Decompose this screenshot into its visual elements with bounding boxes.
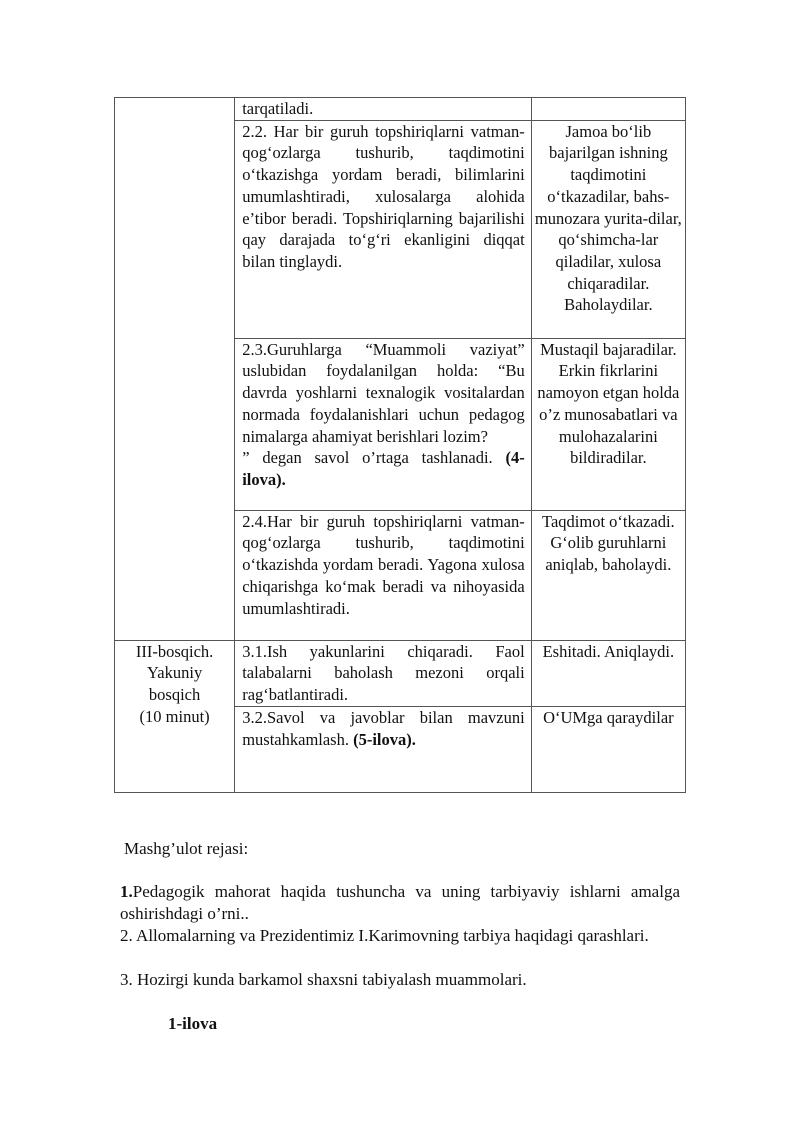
teacher-cell: 2.4.Har bir guruh topshiriqlarni vatman-qog‘ozlarga tushurib, taqdimotini o‘tkazishda yordam beradi. Yagona xulosa chiqarishga ko‘mak beradi va nihoyasida umumlashtiradi. bbox=[235, 510, 532, 640]
teacher-cell: 2.3.Guruhlarga “Muammoli vaziyat” uslubidan foydalanilgan holda: “Bu davrda yoshlarni texnalogik vositalardan normada foydalanishlari uchun pedagog nimalarga ahamiyat berishlari lozim? ” degan savol o’rtaga tashlanadi. (4-ilova). bbox=[235, 338, 532, 510]
plan-item-3: 3. Hozirgi kunda barkamol shaxsni tabiyalash muammolari. bbox=[120, 970, 527, 989]
teacher-cell: 3.1.Ish yakunlarini chiqaradi. Faol talabalarni baholash mezoni orqali rag‘batlantiradi. bbox=[235, 640, 532, 706]
plan-item-text: Pedagogik mahorat haqida tushuncha va uning tarbiyaviy ishlarni amalga oshirishdagi o’rni.. bbox=[120, 882, 680, 923]
appendix-ref: (5-ilova). bbox=[353, 729, 416, 749]
student-cell: O‘UMga qaraydilar bbox=[531, 706, 685, 792]
student-cell: Jamoa bo‘lib bajarilgan ishning taqdimotini o‘tkazadilar, bahs-munozara yurita-dilar, qo‘shimcha-lar qiladilar, xulosa chiqaradilar. Baholaydilar. bbox=[531, 120, 685, 338]
plan-item-number: 1. bbox=[120, 882, 133, 901]
plan-item-1 bbox=[120, 881, 680, 925]
plan-title: Mashg’ulot rejasi: bbox=[124, 839, 249, 858]
stage-cell: III-bosqich. Yakuniy bosqich (10 minut) bbox=[115, 640, 235, 792]
appendix-heading: 1-ilova bbox=[168, 1014, 218, 1033]
teacher-text: ” degan savol o’rtaga tashlanadi. bbox=[242, 448, 506, 468]
teacher-cell: tarqatiladi. bbox=[235, 98, 532, 121]
appendix-ref: (4-ilova). bbox=[242, 448, 525, 489]
table-row bbox=[115, 98, 686, 121]
teacher-cell bbox=[235, 706, 532, 792]
student-cell bbox=[531, 98, 685, 121]
student-cell: Taqdimot o‘tkazadi. G‘olib guruhlarni aniqlab, baholaydi. bbox=[531, 510, 685, 640]
student-cell: Mustaqil bajaradilar. Erkin fikrlarini namoyon etgan holda o’z munosabatlari va mulohazalarini bildiradilar. bbox=[531, 338, 685, 510]
teacher-cell: 2.2. Har bir guruh topshiriqlarni vatman-qog‘ozlarga tushurib, taqdimotini o‘tkazishga yordam beradi, bilimlarini umumlashtiradi, xulosalarga alohida e’tibor beradi. Topshiriqlarning bajarilishi qay darajada to‘g‘ri ekanligini diqqat bilan tinglaydi. bbox=[235, 120, 532, 338]
student-cell: Eshitadi. Aniqlaydi. bbox=[531, 640, 685, 706]
stage-cell bbox=[115, 98, 235, 641]
teacher-text: 3.2.Savol va javoblar bilan mavzuni mustahkamlash. bbox=[242, 707, 525, 749]
plan-item-2: 2. Allomalarning va Prezidentimiz I.Karimovning tarbiya haqidagi qarashlari. bbox=[120, 926, 649, 945]
lesson-table bbox=[114, 97, 686, 793]
table-row bbox=[115, 640, 686, 706]
